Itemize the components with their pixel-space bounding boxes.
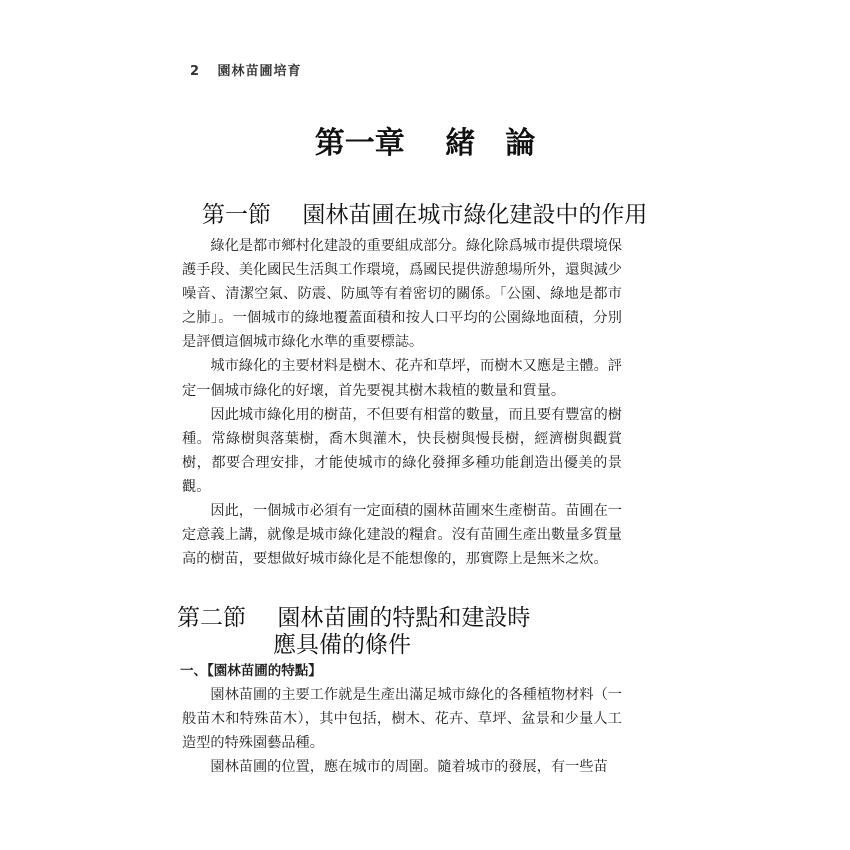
paragraph: 因此城市綠化用的樹苗，不但要有相當的數量，而且要有豐富的樹種。常綠樹與落葉樹，喬木與灌木，快長樹與慢長樹，經濟樹與觀賞樹，都要合理安排，才能使城市的綠化發揮多種功能創造出優美的景觀。 bbox=[182, 406, 622, 495]
chapter-number: 第一章 bbox=[314, 126, 405, 161]
chapter-title: 緒論 bbox=[445, 126, 566, 161]
section-1-number: 第一節 bbox=[202, 202, 271, 228]
paragraph: 園林苗圃的位置，應在城市的周圍。隨着城市的發展，有一些苗 bbox=[210, 759, 608, 776]
subsection-heading: 一、【園林苗圃的特點】 bbox=[180, 663, 322, 679]
section-1-heading bbox=[202, 196, 647, 229]
page-number: 2 bbox=[190, 64, 201, 79]
section-2-body bbox=[182, 683, 622, 779]
paragraph: 綠化是都市鄉村化建設的重要組成部分。綠化除爲城市提供環境保護手段、美化國民生活與工作環境，爲國民提供游憩場所外，還與減少噪音、清潔空氣、防震、防風等有着密切的關係。「公園、綠地是都市之肺」。一個城市的綠地覆蓋面積和按人口平均的公園綠地面積，分別是評價這個城市綠化水準的重要標誌。 bbox=[182, 238, 622, 351]
paragraph: 城市綠化的主要材料是樹木、花卉和草坪，而樹木又應是主體。評定一個城市綠化的好壞，首先要視其樹木栽植的數量和質量。 bbox=[182, 358, 622, 399]
chapter-heading bbox=[0, 118, 850, 162]
section-2-title-line2: 應具備的條件 bbox=[273, 632, 411, 658]
running-head bbox=[190, 60, 302, 79]
book-title: 園林苗圃培育 bbox=[217, 64, 302, 79]
section-2-heading bbox=[177, 605, 530, 659]
section-1-body bbox=[182, 234, 622, 571]
section-2-number: 第二節 bbox=[177, 605, 246, 631]
section-2-title-line1: 園林苗圃的特點和建設時 bbox=[277, 605, 531, 631]
section-1-title: 園林苗圃在城市綠化建設中的作用 bbox=[302, 202, 648, 228]
paragraph: 園林苗圃的主要工作就是生產出滿足城市綠化的各種植物材料（一般苗木和特殊苗木），其中包括，樹木、花卉、草坪、盆景和少量人工造型的特殊園藝品種。 bbox=[182, 687, 622, 752]
paragraph: 因此，一個城市必須有一定面積的園林苗圃來生產樹苗。苗圃在一定意義上講，就像是城市綠化建設的糧倉。沒有苗圃生產出數量多質量高的樹苗，要想做好城市綠化是不能想像的，那實際上是無米之炊。 bbox=[182, 503, 622, 568]
